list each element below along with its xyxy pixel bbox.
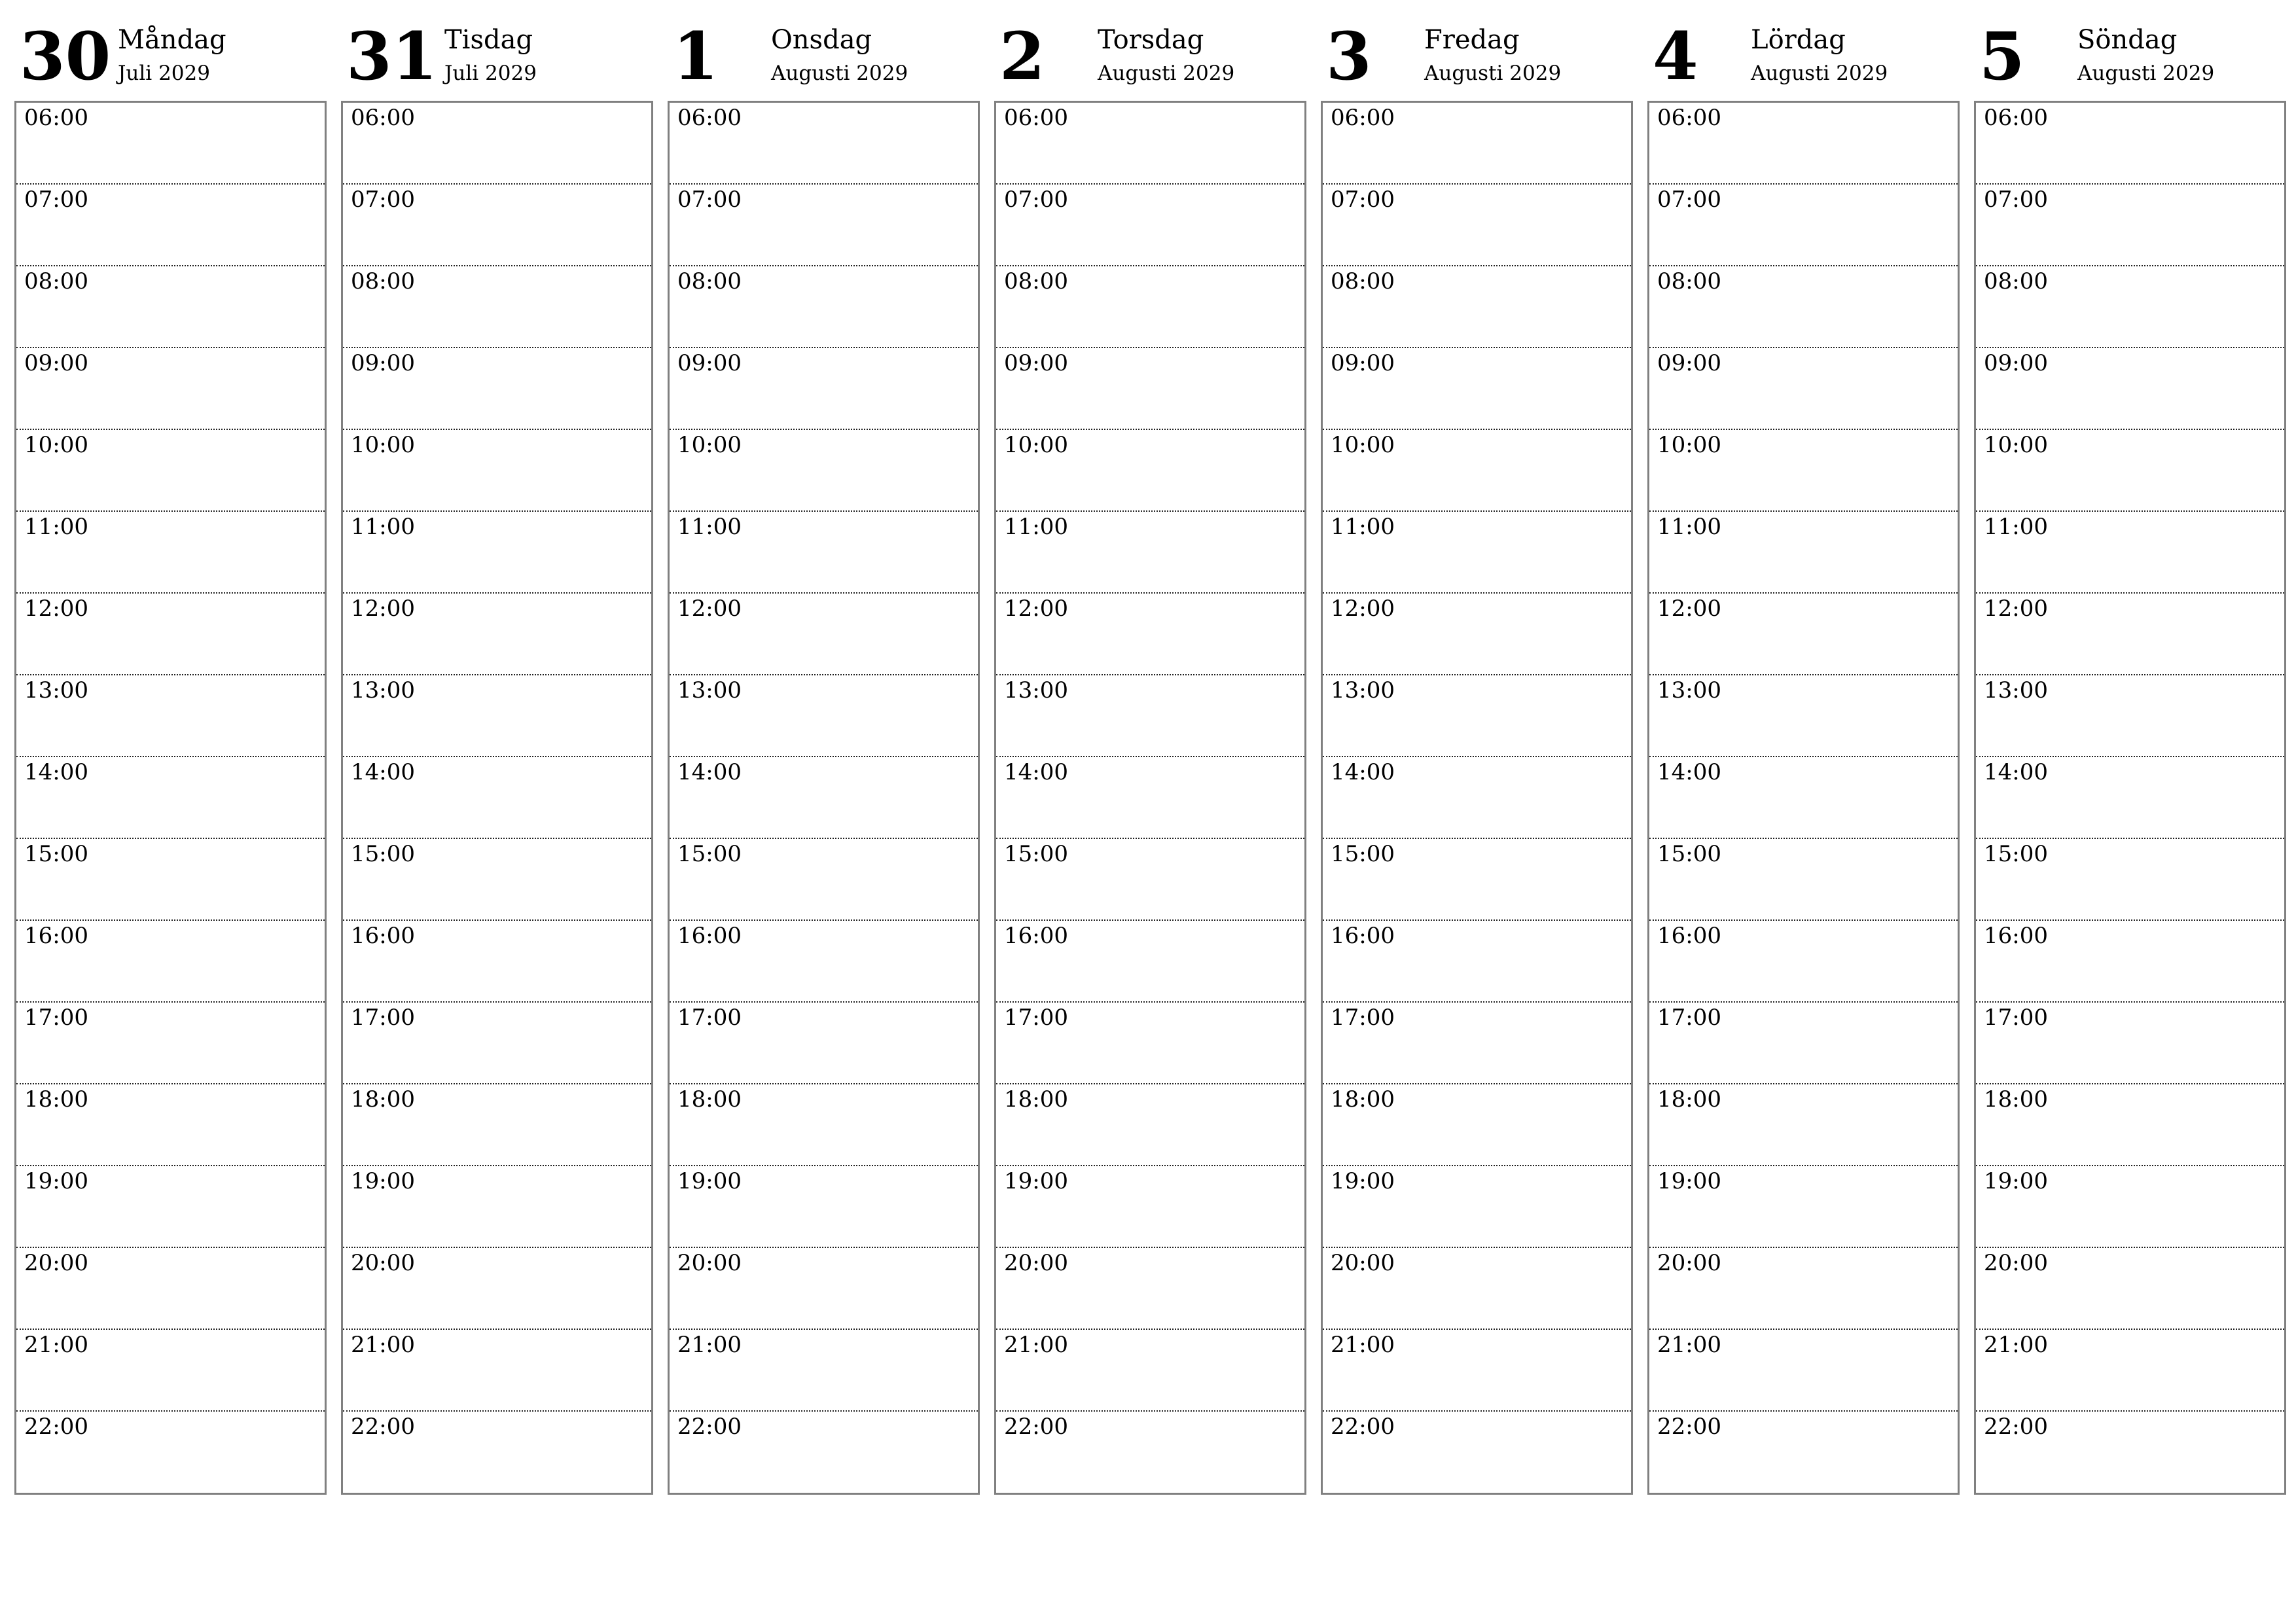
hour-label: 19:00 — [1657, 1168, 1721, 1194]
hour-label: 09:00 — [24, 350, 88, 376]
hour-slot[interactable] — [16, 1412, 325, 1493]
hour-label: 07:00 — [24, 187, 88, 213]
hour-slot[interactable] — [1649, 921, 1958, 1003]
hour-slot[interactable] — [1976, 1248, 2284, 1330]
hour-slot[interactable] — [996, 675, 1304, 757]
hour-label: 20:00 — [1004, 1250, 1068, 1276]
hour-label: 09:00 — [351, 350, 415, 376]
hour-label: 07:00 — [1331, 187, 1395, 213]
day-header — [1647, 20, 1960, 101]
hour-slot[interactable] — [1649, 512, 1958, 594]
month-year: Augusti 2029 — [1098, 62, 1235, 85]
hour-slot[interactable] — [343, 430, 651, 512]
hour-slot[interactable] — [343, 103, 651, 185]
hour-slot[interactable] — [996, 757, 1304, 839]
hour-label: 19:00 — [24, 1168, 88, 1194]
hour-label: 19:00 — [351, 1168, 415, 1194]
hour-slot[interactable] — [670, 1084, 978, 1166]
hour-label: 09:00 — [677, 350, 742, 376]
hour-label: 20:00 — [1657, 1250, 1721, 1276]
hour-label: 15:00 — [677, 841, 742, 867]
hour-label: 20:00 — [677, 1250, 742, 1276]
hour-label: 21:00 — [677, 1332, 742, 1358]
hour-slot[interactable] — [1976, 1084, 2284, 1166]
hour-label: 13:00 — [1984, 677, 2048, 704]
day-header — [994, 20, 1306, 101]
hour-slot[interactable] — [1323, 594, 1631, 675]
hour-label: 06:00 — [351, 105, 415, 131]
hour-label: 14:00 — [1331, 759, 1395, 785]
weekday-name: Onsdag — [771, 25, 872, 55]
day-column — [668, 20, 980, 1495]
hour-slot[interactable] — [1323, 103, 1631, 185]
hour-label: 18:00 — [677, 1086, 742, 1113]
hour-label: 15:00 — [1004, 841, 1068, 867]
hour-label: 18:00 — [351, 1086, 415, 1113]
hour-label: 22:00 — [677, 1414, 742, 1440]
hour-slot[interactable] — [670, 512, 978, 594]
hour-slot[interactable] — [1323, 1412, 1631, 1493]
hour-label: 08:00 — [351, 268, 415, 294]
hour-slot[interactable] — [670, 103, 978, 185]
hour-label: 10:00 — [24, 432, 88, 458]
hour-label: 13:00 — [1004, 677, 1068, 704]
hour-label: 21:00 — [351, 1332, 415, 1358]
hour-slot[interactable] — [996, 1084, 1304, 1166]
hour-slot[interactable] — [1649, 1003, 1958, 1084]
hour-slot[interactable] — [343, 1003, 651, 1084]
month-year: Augusti 2029 — [1751, 62, 1888, 85]
hour-label: 22:00 — [1004, 1414, 1068, 1440]
hour-label: 22:00 — [1657, 1414, 1721, 1440]
hour-slot[interactable] — [670, 594, 978, 675]
day-number: 3 — [1326, 18, 1372, 95]
hour-label: 08:00 — [1657, 268, 1721, 294]
hour-label: 08:00 — [1331, 268, 1395, 294]
hour-label: 15:00 — [1331, 841, 1395, 867]
hour-slot[interactable] — [1323, 430, 1631, 512]
hour-slot[interactable] — [1323, 348, 1631, 430]
hour-slot[interactable] — [996, 103, 1304, 185]
hour-label: 16:00 — [1984, 923, 2048, 949]
hour-slot[interactable] — [996, 1248, 1304, 1330]
hour-slot[interactable] — [1649, 430, 1958, 512]
hour-slot[interactable] — [1323, 1003, 1631, 1084]
hour-label: 20:00 — [1331, 1250, 1395, 1276]
hour-label: 13:00 — [1331, 677, 1395, 704]
weekday-name: Söndag — [2077, 25, 2178, 55]
hour-slot[interactable] — [1323, 675, 1631, 757]
day-column — [1647, 20, 1960, 1495]
hour-label: 06:00 — [24, 105, 88, 131]
hour-label: 17:00 — [1984, 1005, 2048, 1031]
hour-slot[interactable] — [670, 1412, 978, 1493]
hour-slot[interactable] — [1649, 757, 1958, 839]
hour-label: 14:00 — [1004, 759, 1068, 785]
hour-label: 12:00 — [1331, 596, 1395, 622]
day-column — [994, 20, 1306, 1495]
hour-slot[interactable] — [1323, 512, 1631, 594]
hour-slot[interactable] — [1649, 348, 1958, 430]
weekday-name: Torsdag — [1098, 25, 1204, 55]
hour-label: 21:00 — [24, 1332, 88, 1358]
hour-slot[interactable] — [16, 1003, 325, 1084]
hour-grid — [14, 101, 327, 1495]
hour-slot[interactable] — [996, 1412, 1304, 1493]
hour-slot[interactable] — [1323, 1248, 1631, 1330]
hour-slot[interactable] — [996, 266, 1304, 348]
hour-slot[interactable] — [16, 1084, 325, 1166]
day-header — [668, 20, 980, 101]
hour-label: 12:00 — [1984, 596, 2048, 622]
hour-slot[interactable] — [1976, 266, 2284, 348]
hour-label: 18:00 — [1331, 1086, 1395, 1113]
hour-label: 16:00 — [677, 923, 742, 949]
hour-slot[interactable] — [1976, 1166, 2284, 1248]
hour-slot[interactable] — [343, 512, 651, 594]
hour-grid — [1647, 101, 1960, 1495]
day-number: 5 — [1979, 18, 2025, 95]
hour-label: 19:00 — [1331, 1168, 1395, 1194]
hour-slot[interactable] — [16, 594, 325, 675]
hour-label: 14:00 — [351, 759, 415, 785]
hour-slot[interactable] — [996, 185, 1304, 266]
hour-slot[interactable] — [343, 348, 651, 430]
hour-label: 12:00 — [351, 596, 415, 622]
weekday-name: Tisdag — [444, 25, 533, 55]
hour-slot[interactable] — [343, 839, 651, 921]
hour-label: 06:00 — [1657, 105, 1721, 131]
hour-label: 09:00 — [1004, 350, 1068, 376]
hour-label: 08:00 — [24, 268, 88, 294]
hour-label: 12:00 — [1657, 596, 1721, 622]
hour-label: 06:00 — [1984, 105, 2048, 131]
hour-label: 13:00 — [1657, 677, 1721, 704]
hour-slot[interactable] — [1976, 594, 2284, 675]
hour-slot[interactable] — [343, 1084, 651, 1166]
hour-label: 14:00 — [24, 759, 88, 785]
hour-label: 15:00 — [24, 841, 88, 867]
hour-slot[interactable] — [670, 266, 978, 348]
hour-slot[interactable] — [343, 1330, 651, 1412]
hour-slot[interactable] — [1649, 266, 1958, 348]
hour-label: 10:00 — [1004, 432, 1068, 458]
day-number: 30 — [20, 18, 111, 95]
hour-slot[interactable] — [996, 348, 1304, 430]
hour-slot[interactable] — [16, 266, 325, 348]
hour-slot[interactable] — [1323, 1330, 1631, 1412]
hour-slot[interactable] — [1976, 103, 2284, 185]
weekday-name: Lördag — [1751, 25, 1846, 55]
hour-grid — [1974, 101, 2286, 1495]
day-header — [1321, 20, 1633, 101]
hour-label: 08:00 — [1004, 268, 1068, 294]
hour-label: 22:00 — [24, 1414, 88, 1440]
hour-slot[interactable] — [343, 594, 651, 675]
hour-label: 13:00 — [351, 677, 415, 704]
hour-slot[interactable] — [1976, 1412, 2284, 1493]
hour-slot[interactable] — [670, 348, 978, 430]
hour-slot[interactable] — [1323, 839, 1631, 921]
hour-label: 16:00 — [1004, 923, 1068, 949]
hour-label: 11:00 — [351, 514, 415, 540]
hour-slot[interactable] — [16, 839, 325, 921]
hour-label: 13:00 — [677, 677, 742, 704]
hour-label: 06:00 — [1004, 105, 1068, 131]
hour-slot[interactable] — [16, 757, 325, 839]
hour-slot[interactable] — [1649, 1330, 1958, 1412]
hour-slot[interactable] — [670, 1166, 978, 1248]
hour-label: 13:00 — [24, 677, 88, 704]
day-column — [14, 20, 327, 1495]
hour-label: 16:00 — [1657, 923, 1721, 949]
hour-slot[interactable] — [670, 757, 978, 839]
hour-slot[interactable] — [670, 1003, 978, 1084]
hour-slot[interactable] — [996, 430, 1304, 512]
hour-label: 16:00 — [1331, 923, 1395, 949]
weekly-planner — [14, 20, 2286, 1495]
day-column — [1974, 20, 2286, 1495]
hour-label: 19:00 — [1004, 1168, 1068, 1194]
hour-label: 14:00 — [1657, 759, 1721, 785]
hour-slot[interactable] — [16, 675, 325, 757]
hour-slot[interactable] — [16, 1248, 325, 1330]
hour-label: 06:00 — [1331, 105, 1395, 131]
hour-label: 18:00 — [24, 1086, 88, 1113]
hour-slot[interactable] — [16, 1330, 325, 1412]
hour-slot[interactable] — [16, 430, 325, 512]
day-header — [341, 20, 653, 101]
hour-label: 17:00 — [351, 1005, 415, 1031]
hour-slot[interactable] — [1976, 512, 2284, 594]
hour-slot[interactable] — [996, 594, 1304, 675]
hour-label: 21:00 — [1004, 1332, 1068, 1358]
hour-label: 20:00 — [24, 1250, 88, 1276]
hour-slot[interactable] — [343, 266, 651, 348]
hour-label: 20:00 — [1984, 1250, 2048, 1276]
hour-slot[interactable] — [670, 921, 978, 1003]
weekday-name: Måndag — [118, 25, 226, 55]
day-header — [14, 20, 327, 101]
hour-label: 17:00 — [1331, 1005, 1395, 1031]
hour-label: 07:00 — [351, 187, 415, 213]
hour-label: 07:00 — [1657, 187, 1721, 213]
hour-slot[interactable] — [996, 921, 1304, 1003]
hour-label: 08:00 — [677, 268, 742, 294]
month-year: Juli 2029 — [118, 62, 210, 85]
hour-label: 22:00 — [351, 1414, 415, 1440]
hour-label: 16:00 — [24, 923, 88, 949]
hour-label: 17:00 — [677, 1005, 742, 1031]
hour-label: 12:00 — [1004, 596, 1068, 622]
hour-label: 07:00 — [1004, 187, 1068, 213]
hour-label: 10:00 — [677, 432, 742, 458]
hour-label: 17:00 — [24, 1005, 88, 1031]
hour-slot[interactable] — [343, 1248, 651, 1330]
hour-slot[interactable] — [1649, 594, 1958, 675]
hour-label: 15:00 — [351, 841, 415, 867]
day-column — [1321, 20, 1633, 1495]
hour-label: 10:00 — [1331, 432, 1395, 458]
hour-label: 17:00 — [1657, 1005, 1721, 1031]
hour-grid — [1321, 101, 1633, 1495]
hour-slot[interactable] — [343, 921, 651, 1003]
hour-slot[interactable] — [1976, 348, 2284, 430]
hour-slot[interactable] — [670, 1330, 978, 1412]
hour-slot[interactable] — [1649, 675, 1958, 757]
hour-label: 15:00 — [1984, 841, 2048, 867]
hour-label: 11:00 — [24, 514, 88, 540]
hour-slot[interactable] — [16, 512, 325, 594]
hour-slot[interactable] — [343, 185, 651, 266]
hour-label: 10:00 — [351, 432, 415, 458]
hour-label: 14:00 — [677, 759, 742, 785]
hour-slot[interactable] — [1976, 1330, 2284, 1412]
day-number: 4 — [1653, 18, 1698, 95]
hour-label: 21:00 — [1331, 1332, 1395, 1358]
hour-slot[interactable] — [343, 675, 651, 757]
hour-slot[interactable] — [1323, 266, 1631, 348]
day-number: 1 — [673, 18, 719, 95]
hour-slot[interactable] — [1323, 1084, 1631, 1166]
hour-slot[interactable] — [1323, 185, 1631, 266]
hour-label: 19:00 — [1984, 1168, 2048, 1194]
hour-slot[interactable] — [16, 103, 325, 185]
day-header — [1974, 20, 2286, 101]
hour-slot[interactable] — [1976, 757, 2284, 839]
hour-slot[interactable] — [1649, 1166, 1958, 1248]
hour-slot[interactable] — [670, 839, 978, 921]
hour-slot[interactable] — [16, 1166, 325, 1248]
hour-label: 07:00 — [677, 187, 742, 213]
hour-slot[interactable] — [670, 675, 978, 757]
hour-label: 22:00 — [1331, 1414, 1395, 1440]
hour-label: 18:00 — [1657, 1086, 1721, 1113]
hour-label: 08:00 — [1984, 268, 2048, 294]
hour-label: 18:00 — [1004, 1086, 1068, 1113]
day-number: 31 — [346, 18, 438, 95]
month-year: Augusti 2029 — [771, 62, 908, 85]
hour-slot[interactable] — [670, 185, 978, 266]
hour-slot[interactable] — [1649, 103, 1958, 185]
hour-label: 21:00 — [1984, 1332, 2048, 1358]
hour-slot[interactable] — [1649, 1084, 1958, 1166]
hour-slot[interactable] — [1976, 185, 2284, 266]
hour-grid — [994, 101, 1306, 1495]
hour-label: 11:00 — [1984, 514, 2048, 540]
hour-slot[interactable] — [1976, 675, 2284, 757]
hour-slot[interactable] — [1323, 1166, 1631, 1248]
hour-label: 11:00 — [1657, 514, 1721, 540]
hour-slot[interactable] — [16, 921, 325, 1003]
hour-slot[interactable] — [670, 1248, 978, 1330]
hour-label: 11:00 — [1004, 514, 1068, 540]
hour-label: 20:00 — [351, 1250, 415, 1276]
hour-slot[interactable] — [670, 430, 978, 512]
hour-grid — [668, 101, 980, 1495]
hour-label: 09:00 — [1657, 350, 1721, 376]
hour-slot[interactable] — [1976, 921, 2284, 1003]
hour-slot[interactable] — [1323, 757, 1631, 839]
hour-slot[interactable] — [996, 839, 1304, 921]
hour-slot[interactable] — [996, 1003, 1304, 1084]
hour-slot[interactable] — [1649, 1412, 1958, 1493]
hour-label: 21:00 — [1657, 1332, 1721, 1358]
hour-label: 18:00 — [1984, 1086, 2048, 1113]
hour-label: 11:00 — [677, 514, 742, 540]
month-year: Juli 2029 — [444, 62, 537, 85]
hour-label: 16:00 — [351, 923, 415, 949]
hour-label: 22:00 — [1984, 1414, 2048, 1440]
hour-label: 09:00 — [1984, 350, 2048, 376]
hour-slot[interactable] — [1976, 1003, 2284, 1084]
hour-label: 17:00 — [1004, 1005, 1068, 1031]
hour-slot[interactable] — [1976, 839, 2284, 921]
day-number: 2 — [999, 18, 1045, 95]
hour-slot[interactable] — [996, 1330, 1304, 1412]
day-column — [341, 20, 653, 1495]
hour-label: 07:00 — [1984, 187, 2048, 213]
hour-slot[interactable] — [16, 348, 325, 430]
hour-label: 10:00 — [1657, 432, 1721, 458]
hour-slot[interactable] — [343, 1166, 651, 1248]
hour-slot[interactable] — [16, 185, 325, 266]
hour-label: 06:00 — [677, 105, 742, 131]
hour-label: 11:00 — [1331, 514, 1395, 540]
hour-slot[interactable] — [343, 1412, 651, 1493]
weekday-name: Fredag — [1424, 25, 1520, 55]
hour-label: 12:00 — [677, 596, 742, 622]
hour-label: 14:00 — [1984, 759, 2048, 785]
hour-label: 12:00 — [24, 596, 88, 622]
month-year: Augusti 2029 — [1424, 62, 1562, 85]
hour-label: 10:00 — [1984, 432, 2048, 458]
hour-slot[interactable] — [1649, 185, 1958, 266]
month-year: Augusti 2029 — [2077, 62, 2215, 85]
hour-slot[interactable] — [1976, 430, 2284, 512]
hour-slot[interactable] — [1649, 839, 1958, 921]
hour-label: 15:00 — [1657, 841, 1721, 867]
hour-label: 09:00 — [1331, 350, 1395, 376]
hour-slot[interactable] — [996, 1166, 1304, 1248]
hour-slot[interactable] — [1323, 921, 1631, 1003]
hour-grid — [341, 101, 653, 1495]
hour-label: 19:00 — [677, 1168, 742, 1194]
hour-slot[interactable] — [343, 757, 651, 839]
hour-slot[interactable] — [1649, 1248, 1958, 1330]
hour-slot[interactable] — [996, 512, 1304, 594]
